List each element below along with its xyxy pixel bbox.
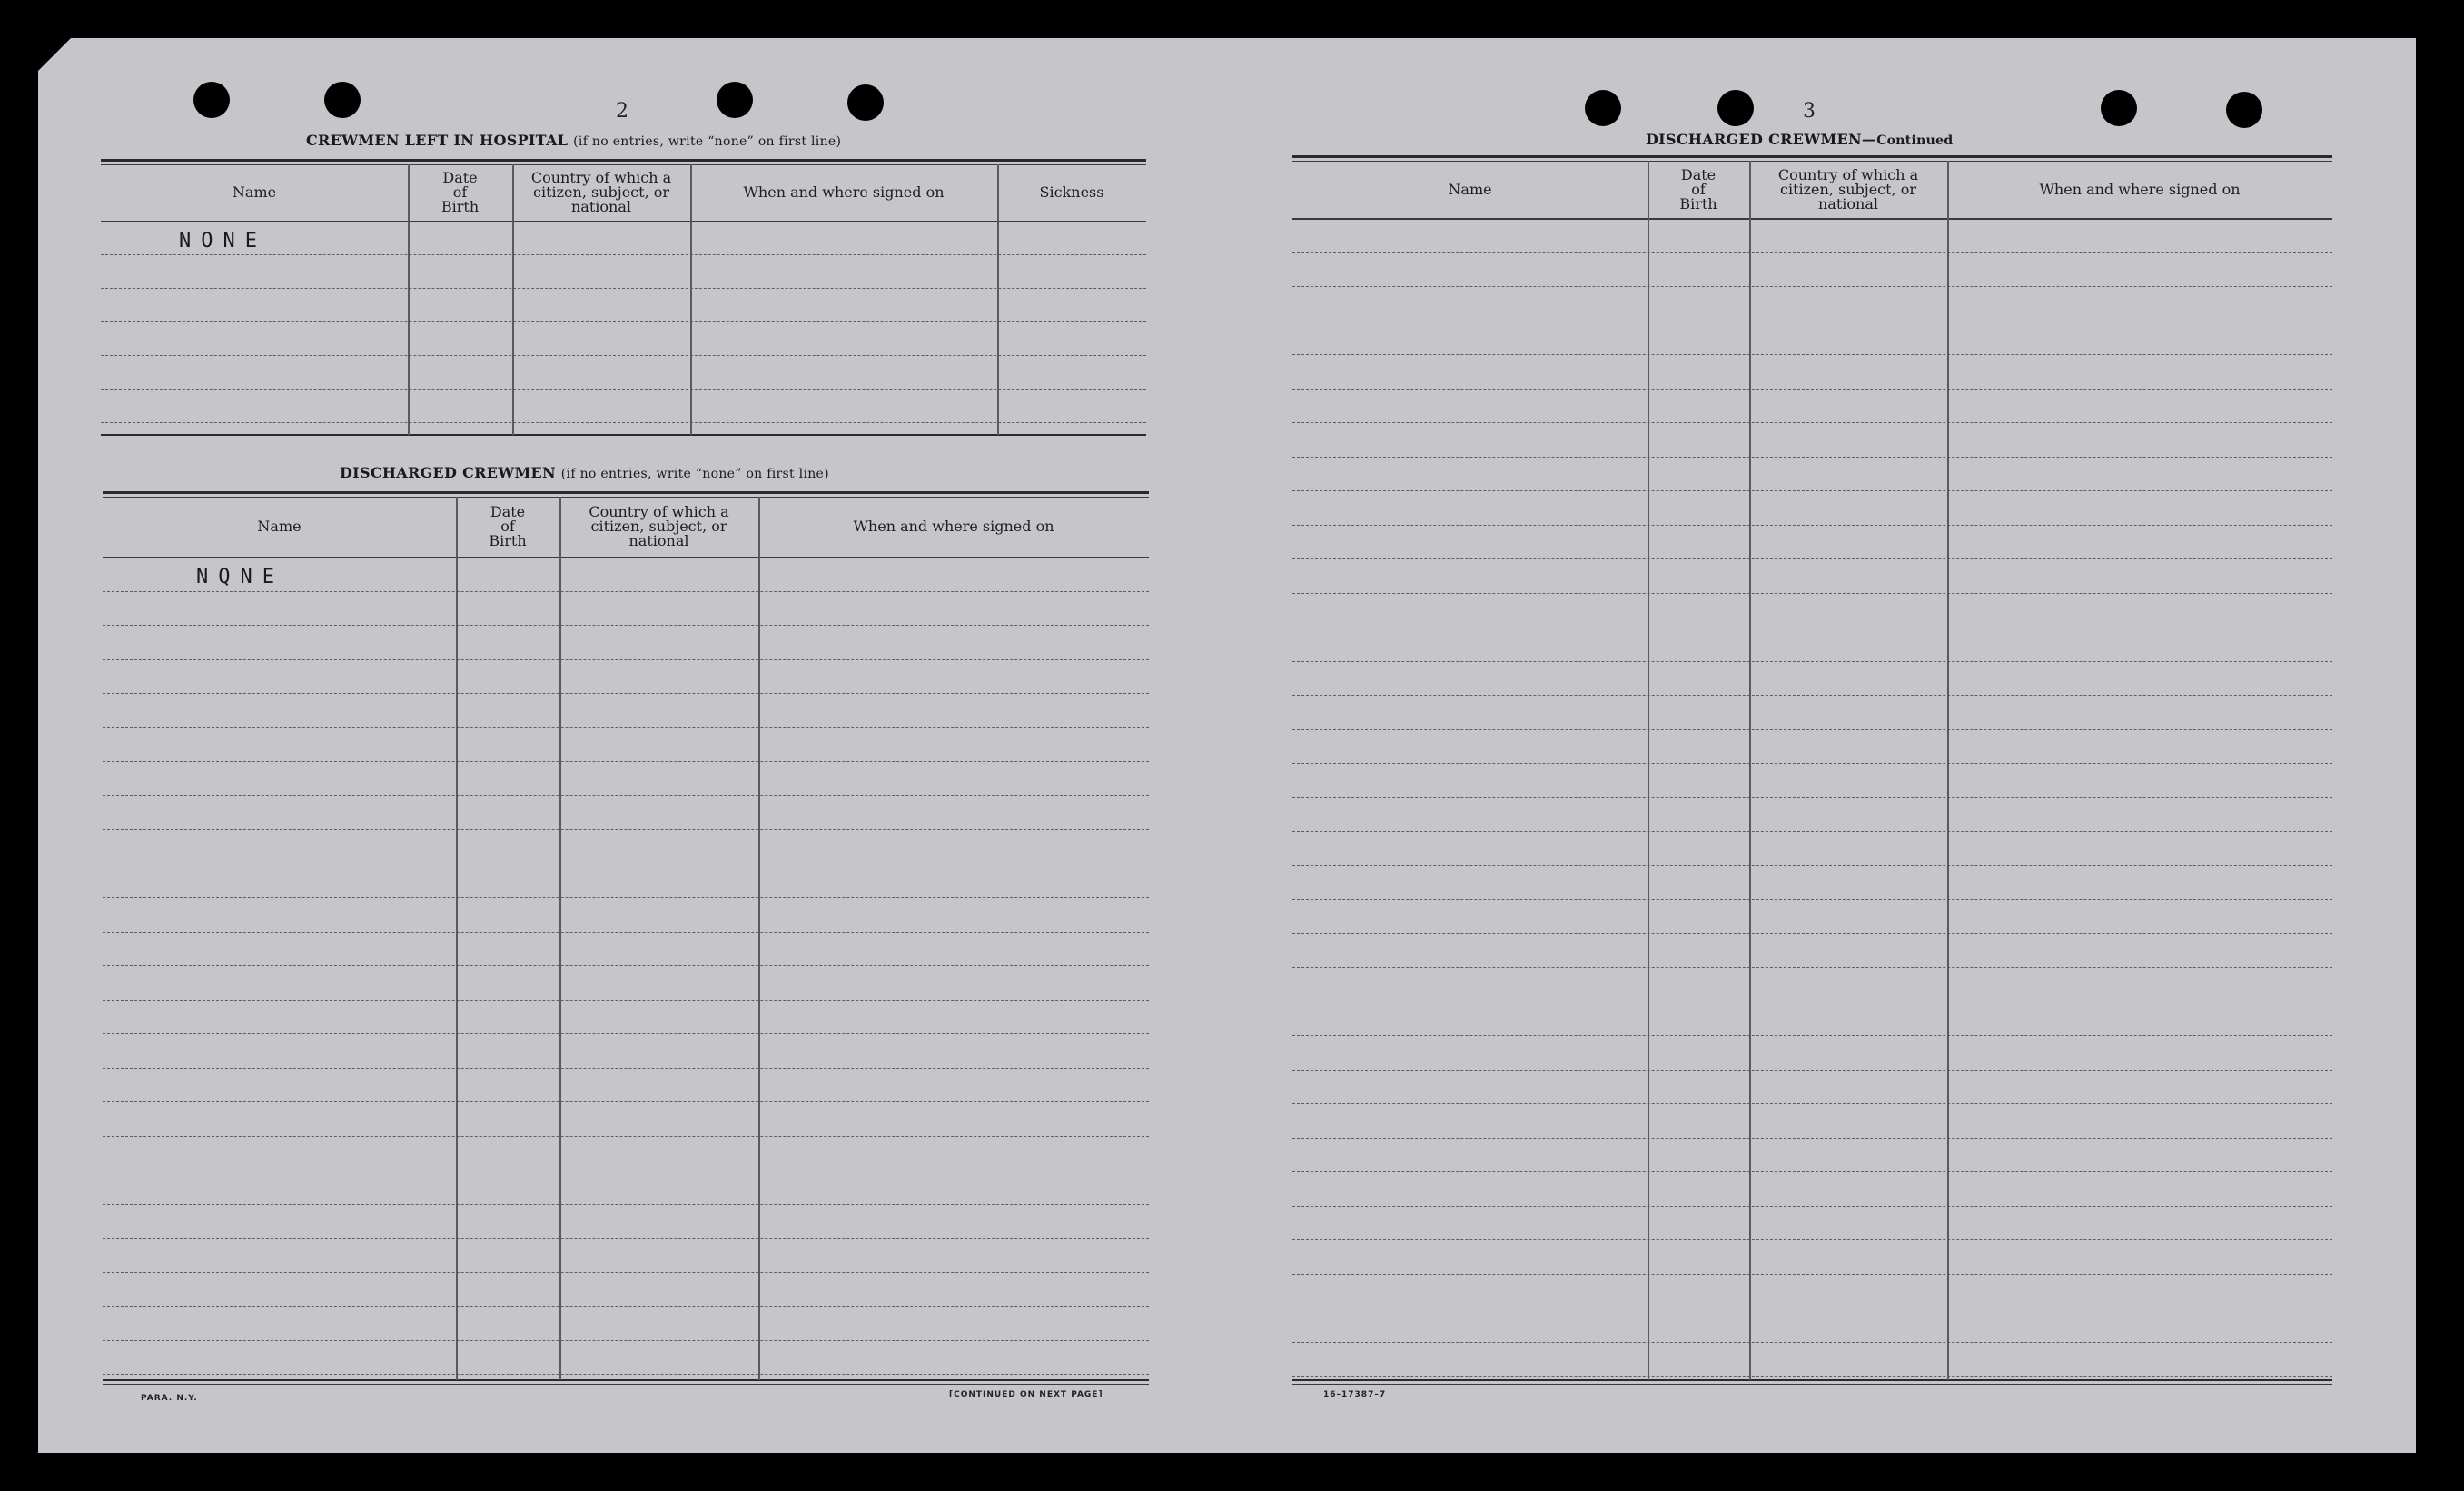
column-header: Sickness — [1039, 183, 1104, 201]
punch-hole — [1585, 90, 1621, 126]
hospital-table — [101, 159, 1146, 439]
punch-hole — [847, 84, 884, 121]
punch-hole — [1717, 90, 1754, 126]
punch-hole — [2101, 90, 2137, 126]
rule-bottom — [1292, 1379, 2332, 1381]
punch-hole — [324, 82, 361, 118]
table-row — [1292, 490, 2332, 491]
column-header: Name — [257, 518, 302, 535]
table-row — [1292, 593, 2332, 594]
rule-bottom — [101, 434, 1146, 436]
rule-top-inner — [101, 164, 1146, 165]
printer-mark: PARA. N.Y. — [141, 1394, 198, 1403]
table-row — [103, 659, 1149, 660]
table-row — [1292, 1274, 2332, 1275]
table-row — [1292, 899, 2332, 900]
table-row — [101, 389, 1146, 390]
title-text: CREWMEN LEFT IN HOSPITAL — [306, 132, 569, 149]
table-row — [1292, 661, 2332, 662]
column-header: When and where signed on — [853, 518, 1054, 535]
table-row — [1292, 525, 2332, 526]
table-row — [1292, 252, 2332, 253]
table-row — [103, 795, 1149, 796]
table-row — [1292, 1171, 2332, 1172]
column-divider — [758, 497, 760, 1380]
table-row — [103, 761, 1149, 762]
table-row — [1292, 286, 2332, 287]
section-title-hospital — [306, 132, 841, 149]
punch-hole — [193, 82, 230, 118]
table-row — [101, 355, 1146, 356]
rule-top — [101, 159, 1146, 162]
title-suffix: Continued — [1876, 133, 1954, 148]
column-header: Name — [232, 183, 277, 201]
column-divider — [456, 497, 458, 1380]
rule-header-bottom — [101, 221, 1146, 222]
table-row — [103, 932, 1149, 933]
name-entry: NQNE — [196, 566, 284, 588]
table-row — [101, 422, 1146, 423]
table-row — [101, 254, 1146, 255]
table-row — [103, 1238, 1149, 1239]
rule-top — [103, 491, 1149, 494]
rule-bottom-outer — [1292, 1384, 2332, 1385]
column-header: Country of which a citizen, subject, or national — [530, 169, 672, 215]
table-row — [1292, 1103, 2332, 1104]
form-number: 16–17387–7 — [1323, 1390, 1387, 1399]
rule-header-bottom — [1292, 218, 2332, 220]
table-row — [103, 1000, 1149, 1001]
table-row — [1292, 1035, 2332, 1036]
section-title-discharged-continued — [1646, 131, 1953, 148]
title-instruction: (if no entries, write “none” on first line) — [560, 467, 829, 481]
table-row — [103, 1340, 1149, 1341]
rule-top — [1292, 155, 2332, 158]
column-header: Date of Birth — [440, 169, 480, 215]
rule-header-bottom — [103, 557, 1149, 558]
table-row — [1292, 1376, 2332, 1377]
table-row — [1292, 558, 2332, 559]
table-row — [103, 693, 1149, 694]
rule-bottom-outer — [103, 1384, 1149, 1385]
table-row — [103, 1101, 1149, 1102]
discharged-table — [103, 491, 1149, 1384]
rule-bottom — [103, 1379, 1149, 1381]
folded-corner — [38, 38, 71, 71]
table-row — [103, 1204, 1149, 1205]
name-entry: NONE — [179, 230, 267, 252]
rule-top-inner — [1292, 161, 2332, 162]
column-divider — [1947, 161, 1949, 1380]
table-row — [103, 1136, 1149, 1137]
table-row — [1292, 1138, 2332, 1139]
column-divider — [1749, 161, 1751, 1380]
table-row — [103, 727, 1149, 728]
table-row — [1292, 933, 2332, 934]
table-row — [1292, 1342, 2332, 1343]
table-row — [1292, 967, 2332, 968]
table-row — [1292, 695, 2332, 696]
table-row — [1292, 729, 2332, 730]
table-row — [103, 1033, 1149, 1034]
page-number: 3 — [1803, 100, 1816, 123]
table-row — [103, 965, 1149, 966]
table-row — [103, 625, 1149, 626]
table-row — [1292, 865, 2332, 866]
table-row — [103, 1068, 1149, 1069]
table-row — [1292, 1070, 2332, 1071]
table-row — [103, 591, 1149, 592]
punch-hole — [2226, 92, 2262, 128]
table-row — [1292, 457, 2332, 458]
table-row — [1292, 797, 2332, 798]
column-header: When and where signed on — [2039, 180, 2241, 198]
page-number: 2 — [616, 100, 628, 123]
column-header: Name — [1448, 180, 1492, 198]
table-row — [103, 1306, 1149, 1307]
table-row — [1292, 1206, 2332, 1207]
column-header: When and where signed on — [743, 183, 945, 201]
table-row — [103, 1272, 1149, 1273]
column-divider — [1648, 161, 1649, 1380]
punch-hole — [717, 82, 753, 118]
table-row — [101, 321, 1146, 322]
title-text: DISCHARGED CREWMEN — [340, 464, 556, 481]
column-header: Country of which a citizen, subject, or national — [1777, 165, 1919, 212]
section-title-discharged — [340, 464, 829, 481]
table-row — [1292, 389, 2332, 390]
table-row — [1292, 354, 2332, 355]
column-header: Date of Birth — [489, 503, 527, 549]
table-row — [103, 1374, 1149, 1375]
column-header: Country of which a citizen, subject, or national — [589, 503, 729, 549]
column-header: Date of Birth — [1679, 165, 1717, 212]
table-row — [103, 897, 1149, 898]
table-row — [1292, 422, 2332, 423]
continued-note: [CONTINUED ON NEXT PAGE] — [949, 1390, 1103, 1399]
column-divider — [559, 497, 561, 1380]
rule-top-inner — [103, 497, 1149, 498]
discharged-continued-table — [1292, 155, 2332, 1384]
table-row — [103, 829, 1149, 830]
table-row — [1292, 831, 2332, 832]
title-text: DISCHARGED CREWMEN— — [1646, 131, 1877, 148]
table-row — [1292, 763, 2332, 764]
table-row — [1292, 1239, 2332, 1240]
table-row — [101, 288, 1146, 289]
title-instruction: (if no entries, write “none” on first line) — [573, 134, 842, 149]
